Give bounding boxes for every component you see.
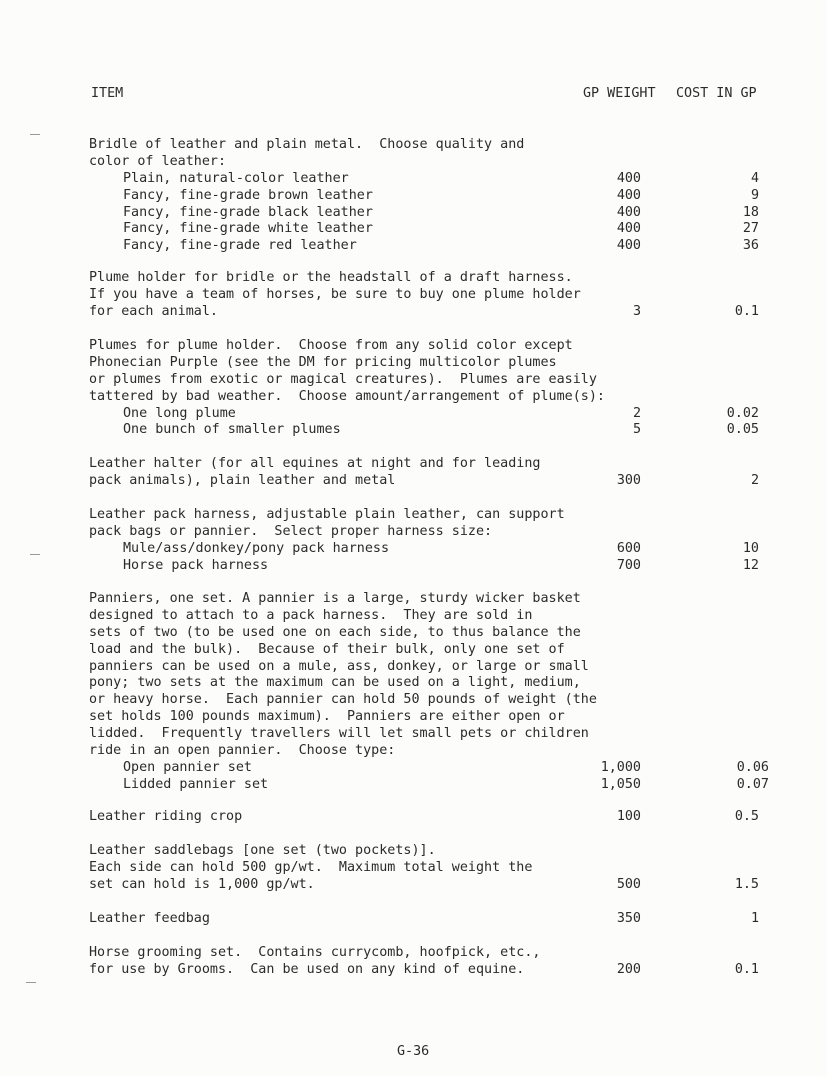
- entry-text-line: Leather saddlebags [one set (two pockets)].: [89, 843, 436, 858]
- entry-text-line: color of leather:: [89, 153, 227, 169]
- entry-weight: 100: [616, 809, 641, 824]
- entry-pack-harness: [89, 507, 789, 575]
- entry-panniers: [89, 591, 789, 794]
- option-label: Fancy, fine-grade brown leather: [123, 187, 373, 203]
- entry-text-line: Phonecian Purple (see the DM for pricing multicolor plumes: [89, 354, 557, 370]
- entry-text-line: Leather pack harness, adjustable plain leather, can support: [89, 507, 565, 522]
- option-label: Open pannier set: [123, 759, 252, 775]
- option-weight: 400: [616, 187, 641, 203]
- entry-cost: 1: [750, 911, 759, 926]
- option-label: One long plume: [123, 405, 236, 421]
- entry-text-line: set holds 100 pounds maximum). Panniers are either open or: [89, 709, 565, 725]
- entry-text-line: lidded. Frequently travellers will let small pets or children: [89, 726, 589, 742]
- entry-text-line: designed to attach to a pack harness. They are sold in: [89, 607, 533, 623]
- option-cost: 0.02: [726, 405, 759, 421]
- option-cost: 12: [742, 557, 759, 573]
- entry-plume-holder: [89, 270, 789, 321]
- entry-weight: 3: [632, 303, 641, 319]
- header-cost: COST IN GP: [676, 86, 757, 101]
- option-weight: 1,000: [600, 759, 641, 775]
- entry-text-line: for use by Grooms. Can be used on any kind of equine.: [89, 961, 525, 977]
- option-cost: 0.05: [726, 422, 759, 438]
- entry-feedbag: [89, 911, 789, 928]
- option-label: Horse pack harness: [123, 557, 269, 573]
- option-weight: 2: [632, 405, 641, 421]
- option-weight: 1,050: [600, 776, 641, 792]
- entry-text-line: Leather halter (for all equines at night and for leading: [89, 456, 541, 471]
- entry-plumes: [89, 338, 789, 439]
- entry-cost: 2: [750, 472, 759, 488]
- entry-weight: 500: [616, 876, 641, 892]
- entry-text-line: pony; two sets at the maximum can be used on a light, medium,: [89, 675, 581, 691]
- header-item: ITEM: [91, 86, 124, 101]
- scan-speck: [30, 134, 40, 135]
- entry-text-line: Horse grooming set. Contains currycomb, hoofpick, etc.,: [89, 945, 541, 960]
- option-weight: 400: [616, 238, 641, 254]
- option-cost: 10: [742, 540, 759, 556]
- option-cost: 0.06: [736, 759, 769, 775]
- option-label: Fancy, fine-grade red leather: [123, 238, 357, 254]
- option-cost: 0.07: [736, 776, 769, 792]
- option-label: Lidded pannier set: [123, 776, 269, 792]
- entry-saddlebags: [89, 843, 789, 894]
- entry-text-line: for each animal.: [89, 303, 218, 319]
- entry-cost: 0.5: [734, 809, 759, 824]
- entry-text-line: or heavy horse. Each pannier can hold 50 pounds of weight (the: [89, 692, 597, 708]
- option-weight: 400: [616, 221, 641, 237]
- option-label: Mule/ass/donkey/pony pack harness: [123, 540, 390, 556]
- entry-text-line: Bridle of leather and plain metal. Choose quality and: [89, 137, 525, 152]
- entry-text-line: panniers can be used on a mule, ass, donkey, or large or small: [89, 658, 589, 674]
- entry-text-line: pack bags or pannier. Select proper harness size:: [89, 523, 493, 539]
- entry-text-line: tattered by bad weather. Choose amount/arrangement of plume(s):: [89, 388, 605, 404]
- option-label: Plain, natural-color leather: [123, 170, 349, 186]
- option-label: Fancy, fine-grade black leather: [123, 204, 373, 220]
- entry-grooming-set: [89, 945, 789, 979]
- entry-weight: 300: [616, 472, 641, 488]
- option-weight: 5: [632, 422, 641, 438]
- option-weight: 400: [616, 170, 641, 186]
- entry-text-line: ride in an open pannier. Choose type:: [89, 743, 396, 759]
- entry-text-line: Each side can hold 500 gp/wt. Maximum total weight the: [89, 859, 533, 875]
- entry-weight: 200: [616, 961, 641, 977]
- entry-text-line: or plumes from exotic or magical creatures). Plumes are easily: [89, 371, 597, 387]
- entry-leather-halter: [89, 456, 789, 490]
- option-cost: 18: [742, 204, 759, 220]
- entry-text-line: Panniers, one set. A pannier is a large, sturdy wicker basket: [89, 591, 581, 606]
- entry-riding-crop: [89, 809, 789, 826]
- entry-cost: 0.1: [734, 303, 759, 319]
- option-cost: 27: [742, 221, 759, 237]
- entry-weight: 350: [616, 911, 641, 926]
- entry-text-line: Plume holder for bridle or the headstall of a draft harness.: [89, 270, 573, 285]
- entry-text-line: load and the bulk). Because of their bulk, only one set of: [89, 641, 565, 657]
- entry-text-line: Leather riding crop: [89, 809, 243, 824]
- page-number: G-36: [397, 1044, 430, 1059]
- option-label: Fancy, fine-grade white leather: [123, 221, 373, 237]
- scan-speck: [26, 982, 36, 983]
- option-weight: 600: [616, 540, 641, 556]
- entry-cost: 1.5: [734, 876, 759, 892]
- entry-text-line: pack animals), plain leather and metal: [89, 472, 396, 488]
- scan-speck: [30, 554, 40, 555]
- option-cost: 9: [750, 187, 759, 203]
- option-label: One bunch of smaller plumes: [123, 422, 341, 438]
- entry-text-line: set can hold is 1,000 gp/wt.: [89, 876, 315, 892]
- header-gp-weight: GP WEIGHT: [583, 86, 656, 101]
- entry-text-line: sets of two (to be used one on each side, to thus balance the: [89, 624, 581, 640]
- entry-text-line: If you have a team of horses, be sure to buy one plume holder: [89, 286, 581, 302]
- option-weight: 400: [616, 204, 641, 220]
- entry-bridle: [89, 137, 789, 255]
- option-cost: 36: [742, 238, 759, 254]
- option-cost: 4: [750, 170, 759, 186]
- option-weight: 700: [616, 557, 641, 573]
- entry-text-line: Leather feedbag: [89, 911, 210, 926]
- entry-text-line: Plumes for plume holder. Choose from any solid color except: [89, 338, 573, 353]
- entry-cost: 0.1: [734, 961, 759, 977]
